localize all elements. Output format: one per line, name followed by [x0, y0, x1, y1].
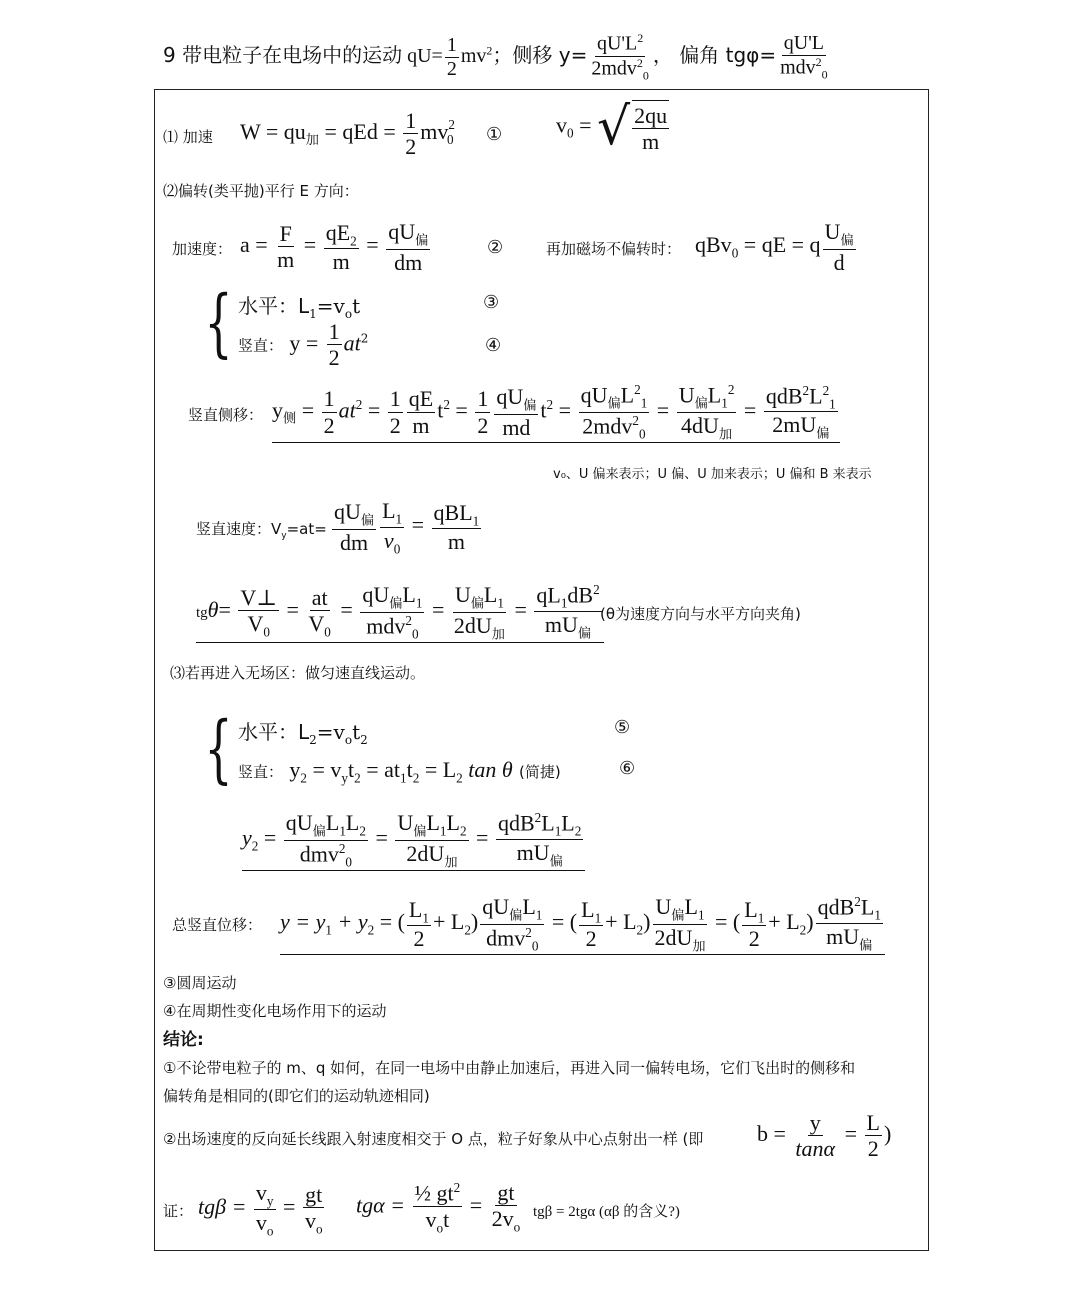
s1-mark: ①: [486, 124, 503, 145]
s1-equation: $W = qu_加$ = qEd = $\frac{1}{2}$ $mv^2_0$: [240, 108, 455, 160]
s4-proof-tail: tgβ = 2tgα (αβ 的含义?): [533, 1204, 680, 1220]
s2-magnet-equation: qBv$_0$ = qE = q $\frac{U_偏}{d}$: [695, 219, 854, 275]
s4-conclusion: 结论:: [163, 1030, 204, 1050]
s2-magnet-text: 再加磁场不偏转时：: [546, 240, 682, 258]
s4-proof-label: 证：: [163, 1202, 194, 1220]
s4-proof-beta: tgβ = $\frac{v_y}{v_o}$ = $\frac{gt}{v_o}$: [198, 1180, 323, 1238]
s2-heading: ⑵偏转(类平抛)平行 E 方向：: [163, 182, 359, 200]
s4-circle: ③圆周运动: [163, 974, 237, 992]
s2-tg-note: (θ为速度方向与水平方向夹角): [600, 605, 801, 623]
header-formula-line: 9 带电粒子在电场中的运动 qU= $\frac{1}{2}$ $mv^2$；侧移 y= $\frac{qU'L^2}{2mdv^2_0}$ ， 偏角 tgφ= $\frac{qU'L}{mdv^2_0}$: [163, 31, 828, 83]
s4-c2-formula: b = $\frac{y}{\tan\alpha}$ = $\frac{L}{2}$ ): [757, 1110, 892, 1162]
s2-mark3: ③: [483, 292, 500, 313]
header-eq3-frac: $\frac{qU'L}{mdv^2_0}$: [780, 32, 828, 82]
s3-total-equation: $y = y_1 + y_2$ = ( $\frac{L_1}{2}$ + $L_2$) $\frac{qU_偏L_1}{dmv^2_0}$ = ( $\frac{L_1}{2}$ + $L_2$) $\frac{U_偏L_1}{2dU_加}$ = ( $\frac{L_1}{2}$ + $L_2$) $\frac{qdB^2L_1}{mU_偏}$: [280, 894, 885, 955]
s2-side-label: 竖直侧移：: [188, 406, 264, 424]
s2-vel-label: 竖直速度：$V_y=at=$: [196, 520, 327, 541]
s2-side-equation: $y_侧$ = $\frac{1}{2}$ $at^2$ = $\frac{1}{2}$ $\frac{qE}{m}$ $t^2$ = $\frac{1}{2}$ $\frac{qU_偏}{md}$ $t^2$ = $\frac{qU_偏L^2_1}{2mdv^2_0}$ = $\frac{U_偏L_1^2}{4dU_加}$ = $\frac{qdB^2L^2_1}{2mU_偏}$: [272, 382, 840, 443]
s1-v0-equation: $v_0$ = √ $\frac{2qu}{m}$: [556, 97, 668, 158]
header-eq1-left: qU=: [407, 45, 443, 68]
s1-label: ⑴ 加速: [163, 128, 213, 146]
s2-tg-equation: tgθ= $\frac{V\perp}{V_0}$ = $\frac{at}{V_0}$ = $\frac{qU_偏L_1}{mdv^2_0}$ = $\frac{U_偏L_1}{2dU_加}$ = $\frac{qL_1dB^2}{mU_偏}$: [196, 582, 604, 643]
s4-periodic: ④在周期性变化电场作用下的运动: [163, 1002, 387, 1020]
header-sep2: ， 偏角 tgφ=: [652, 43, 777, 68]
s3-heading: ⑶若再进入无场区：做匀速直线运动。: [170, 664, 426, 682]
s3-y2-equation: $y_2$ = $\frac{qU_偏L_1L_2}{dmv^2_0}$ = $\frac{U_偏L_1L_2}{2dU_加}$ = $\frac{qdB^2L_1L_2}{mU_偏}$: [242, 810, 585, 871]
header-eq2-frac: $\frac{qU'L^2}{2mdv^2_0}$: [591, 31, 649, 83]
s3-total-label: 总竖直位移：: [172, 916, 263, 934]
s4-c1-line1: ①不论带电粒子的 m、q 如何，在同一电场中由静止加速后，再进入同一偏转电场，它们飞出时的侧移和: [163, 1059, 856, 1077]
s2-mark4: ④: [485, 335, 502, 356]
s2-note: v₀、U 偏来表示；U 偏、U 加来表示；U 偏和 B 来表示: [553, 467, 872, 482]
header-sep1: ；侧移 y=: [492, 43, 588, 68]
s3-mark5: ⑤: [614, 717, 631, 738]
s2-acc-label: 加速度：: [172, 240, 233, 258]
s2-mark2: ②: [487, 237, 504, 258]
s4-c1-line2: 偏转角是相同的(即它们的运动轨迹相同): [163, 1087, 430, 1105]
s3-mark6: ⑥: [619, 758, 636, 779]
header-title: 9 带电粒子在电场中的运动: [163, 43, 403, 68]
s3-horiz: 水平：$L_2=v_ot_2$: [238, 720, 368, 747]
header-eq1-frac: $\frac{1}{2}$: [446, 34, 457, 81]
s2-vert: 竖直： y = $\frac{1}{2}$ $at^2$: [238, 319, 369, 371]
s2-acc-equation: a = $\frac{F}{m}$ = $\frac{qE_2}{m}$ = $\frac{qU_偏}{dm}$: [240, 219, 429, 275]
s2-vel-equation: $\frac{qU_偏}{dm}$ $\frac{L_1}{v_0}$ = $\frac{qBL_1}{m}$: [334, 498, 480, 556]
s2-brace: {: [204, 280, 233, 366]
s4-c2-text: ②出场速度的反向延长线跟入射速度相交于 O 点，粒子好象从中心点射出一样 (即: [163, 1130, 704, 1148]
s3-brace: {: [204, 706, 233, 792]
s3-vert: 竖直： $y_2 = v_yt_2 = at_1t_2 = L_2$ tan θ (简捷): [238, 757, 561, 786]
s2-horiz: 水平：$L_1=v_ot$: [238, 294, 361, 321]
s4-proof-alpha: tgα = $\frac{\frac{1}{2} gt^2}{v_ot}$ = $\frac{gt}{2v_o}$: [356, 1180, 521, 1236]
